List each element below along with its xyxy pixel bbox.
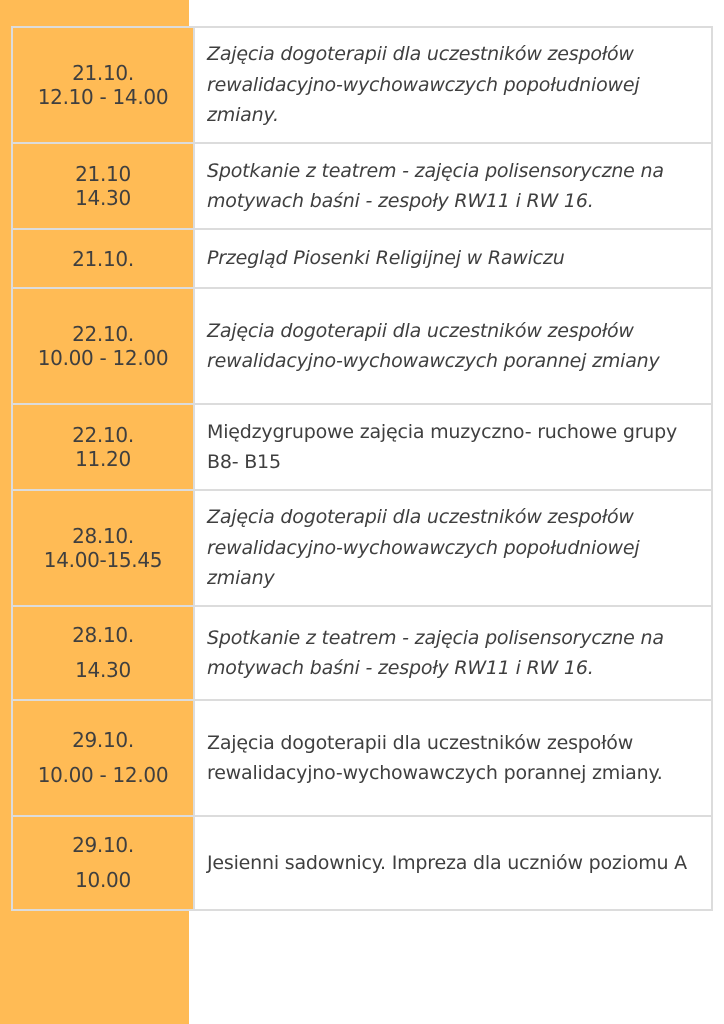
event-description: Spotkanie z teatrem - zajęcia polisensoryczne na motywach baśni - zespoły RW11 i RW 16. bbox=[194, 606, 712, 700]
event-date: 29.10. bbox=[72, 728, 134, 752]
event-date: 28.10. bbox=[72, 623, 134, 647]
table-row bbox=[12, 606, 712, 700]
event-date: 22.10. bbox=[72, 322, 134, 346]
table-row bbox=[12, 404, 712, 490]
event-description: Przegląd Piosenki Religijnej w Rawiczu bbox=[194, 229, 712, 288]
table-row bbox=[12, 816, 712, 910]
event-time: 10.00 - 12.00 bbox=[37, 763, 169, 787]
event-date-cell bbox=[12, 288, 194, 404]
event-date: 28.10. bbox=[72, 524, 134, 548]
event-description: Spotkanie z teatrem - zajęcia polisensoryczne na motywach baśni - zespoły RW11 i RW 16. bbox=[194, 143, 712, 229]
event-date-cell bbox=[12, 143, 194, 229]
event-date: 22.10. bbox=[72, 423, 134, 447]
event-time: 10.00 - 12.00 bbox=[37, 346, 169, 370]
event-description: Zajęcia dogoterapii dla uczestników zespołów rewalidacyjno-wychowawczych popołudniowej zmiany. bbox=[194, 27, 712, 143]
event-date: 21.10 bbox=[75, 162, 131, 186]
table-row bbox=[12, 288, 712, 404]
event-date: 21.10. bbox=[72, 61, 134, 85]
event-date-cell bbox=[12, 490, 194, 606]
event-description: Międzygrupowe zajęcia muzyczno- ruchowe grupy B8- B15 bbox=[194, 404, 712, 490]
event-time: 14.30 bbox=[75, 658, 131, 682]
event-date-cell bbox=[12, 27, 194, 143]
event-schedule-table bbox=[11, 26, 713, 911]
event-date-cell bbox=[12, 816, 194, 910]
event-date-cell bbox=[12, 606, 194, 700]
event-date: 21.10. bbox=[72, 246, 134, 271]
event-time: 14.30 bbox=[75, 186, 131, 210]
event-description: Zajęcia dogoterapii dla uczestników zespołów rewalidacyjno-wychowawczych popołudniowej zmiany bbox=[194, 490, 712, 606]
event-date-cell bbox=[12, 404, 194, 490]
event-time: 12.10 - 14.00 bbox=[37, 85, 169, 109]
table-row bbox=[12, 143, 712, 229]
event-description: Jesienni sadownicy. Impreza dla uczniów poziomu A bbox=[194, 816, 712, 910]
table-row bbox=[12, 229, 712, 288]
event-date-cell bbox=[12, 229, 194, 288]
event-date-cell bbox=[12, 700, 194, 816]
table-row bbox=[12, 27, 712, 143]
table-row bbox=[12, 490, 712, 606]
event-date: 29.10. bbox=[72, 833, 134, 857]
event-description: Zajęcia dogoterapii dla uczestników zespołów rewalidacyjno-wychowawczych porannej zmiany bbox=[194, 288, 712, 404]
event-time: 11.20 bbox=[75, 447, 131, 471]
table-row bbox=[12, 700, 712, 816]
event-time: 10.00 bbox=[75, 868, 131, 892]
event-time: 14.00-15.45 bbox=[43, 548, 163, 572]
event-description: Zajęcia dogoterapii dla uczestników zespołów rewalidacyjno-wychowawczych porannej zmiany. bbox=[194, 700, 712, 816]
